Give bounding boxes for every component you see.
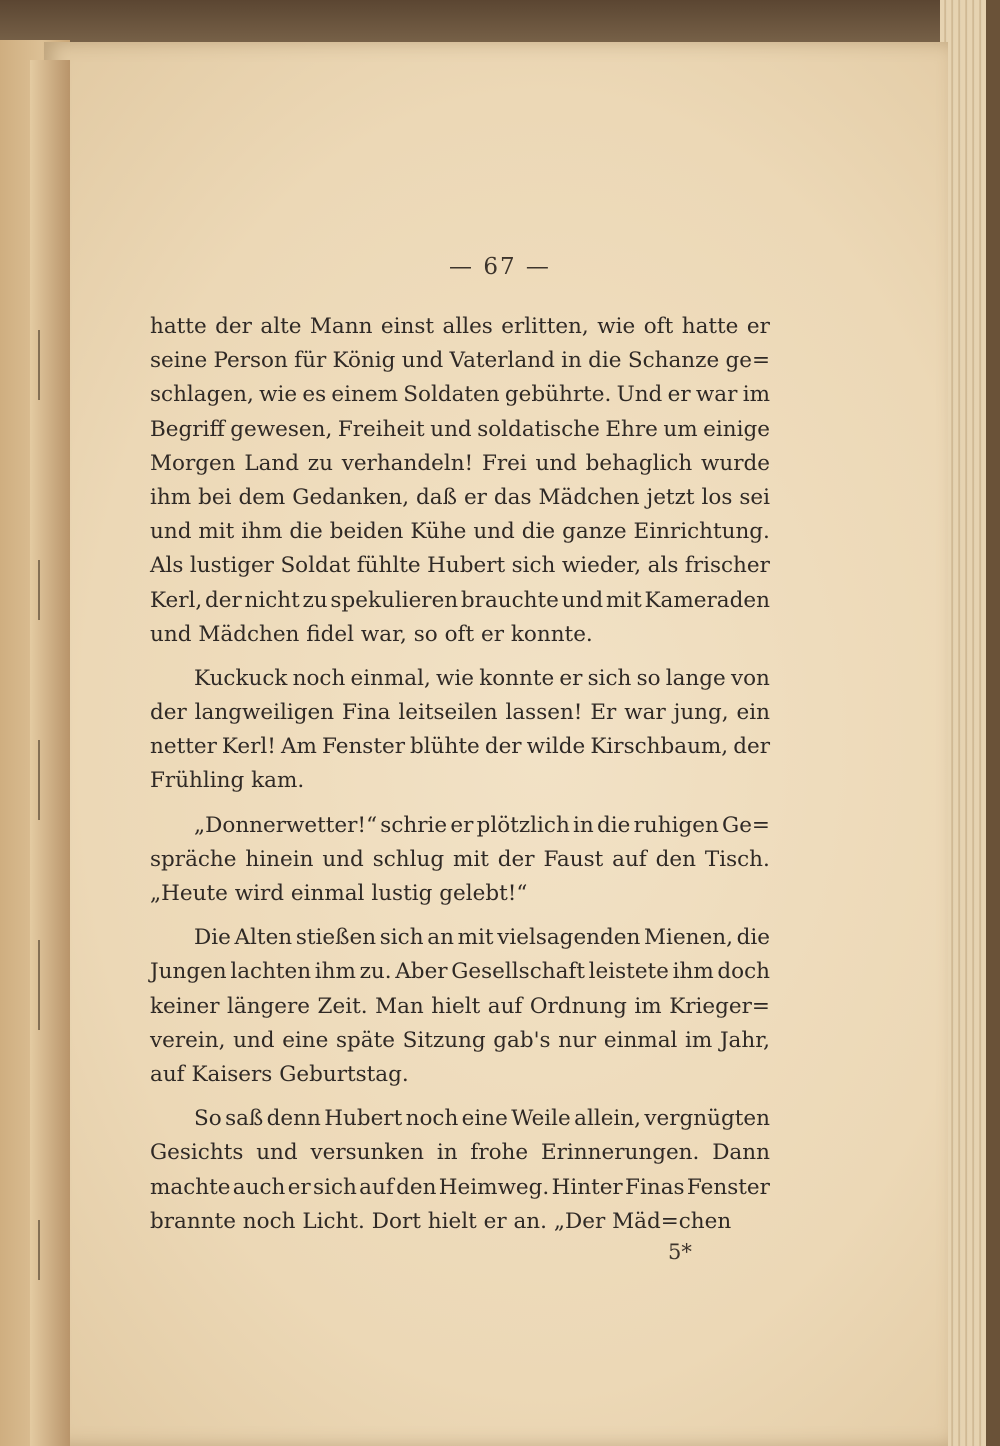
margin-mark	[38, 330, 40, 400]
text-line: Kuckuck noch einmal, wie konnte er sich so lange von	[194, 665, 770, 691]
text-line: keiner längere Zeit. Man hielt auf Ordnung im Krieger=	[150, 993, 770, 1019]
text-line: machte auch er sich auf den Heimweg. Hinter Finas Fenster	[150, 1174, 770, 1200]
text-line: „Donnerwetter!“ schrie er plötzlich in die ruhigen Ge=	[194, 812, 770, 838]
paragraph	[150, 921, 770, 1092]
paragraph-gap	[150, 799, 770, 809]
text-line: Als lustiger Soldat fühlte Hubert sich wieder, als frischer	[150, 553, 770, 579]
text-line: spräche hinein und schlug mit der Faust auf den Tisch.	[150, 846, 770, 872]
margin-mark	[38, 940, 40, 1030]
text-line: Die Alten stießen sich an mit vielsagenden Mienen, die	[194, 925, 770, 951]
paragraph-gap	[150, 911, 770, 921]
cover-edge	[986, 0, 1000, 1446]
text-line: Frühling kam.	[150, 768, 305, 794]
paragraph	[150, 809, 770, 912]
signature-mark: 5*	[668, 1240, 692, 1264]
text-line: „Heute wird einmal lustig gelebt!“	[150, 881, 528, 906]
margin-mark	[38, 740, 40, 820]
text-line: So saß denn Hubert noch eine Weile allein, vergnügten	[194, 1106, 770, 1132]
text-line: verein, und eine späte Sitzung gab's nur einmal im Jahr,	[150, 1027, 770, 1053]
text-line: der langweiligen Fina leitseilen lassen! Er war jung, ein	[150, 700, 770, 726]
text-line: seine Person für König und Vaterland in die Schanze ge=	[150, 348, 770, 374]
text-line: Jungen lachten ihm zu. Aber Gesellschaft leistete ihm doch	[150, 959, 770, 985]
paragraph-gap	[150, 652, 770, 662]
text-line: schlagen, wie es einem Soldaten gebührte. Und er war im	[150, 382, 770, 408]
margin-mark	[38, 560, 40, 620]
text-line: Kerl, der nicht zu spekulieren brauchte und mit Kameraden	[150, 587, 770, 613]
text-line: auf Kaisers Geburtstag.	[150, 1061, 409, 1087]
text-line: ihm bei dem Gedanken, daß er das Mädchen jetzt los sei	[150, 484, 770, 510]
paragraph	[150, 310, 770, 652]
paragraph	[150, 662, 770, 799]
page-number-header: — 67 —	[449, 254, 551, 280]
text-line: und Mädchen fidel war, so oft er konnte.	[150, 621, 593, 647]
text-line: Begriff gewesen, Freiheit und soldatische Ehre um einige	[150, 416, 770, 442]
top-binding	[0, 0, 1000, 48]
text-line: Gesichts und versunken in frohe Erinnerungen. Dann	[150, 1140, 770, 1166]
margin-mark	[38, 1220, 40, 1280]
text-line: hatte der alte Mann einst alles erlitten, wie oft hatte er	[150, 314, 770, 339]
paragraph	[150, 1102, 770, 1239]
body-text	[150, 310, 770, 1239]
text-line: und mit ihm die beiden Kühe und die ganze Einrichtung.	[150, 519, 770, 545]
text-line: netter Kerl! Am Fenster blühte der wilde Kirschbaum, der	[150, 734, 770, 760]
text-line: Morgen Land zu verhandeln! Frei und behaglich wurde	[150, 450, 770, 476]
paragraph-gap	[150, 1092, 770, 1102]
text-line: brannte noch Licht. Dort hielt er an. „Der Mäd=chen	[150, 1208, 732, 1234]
